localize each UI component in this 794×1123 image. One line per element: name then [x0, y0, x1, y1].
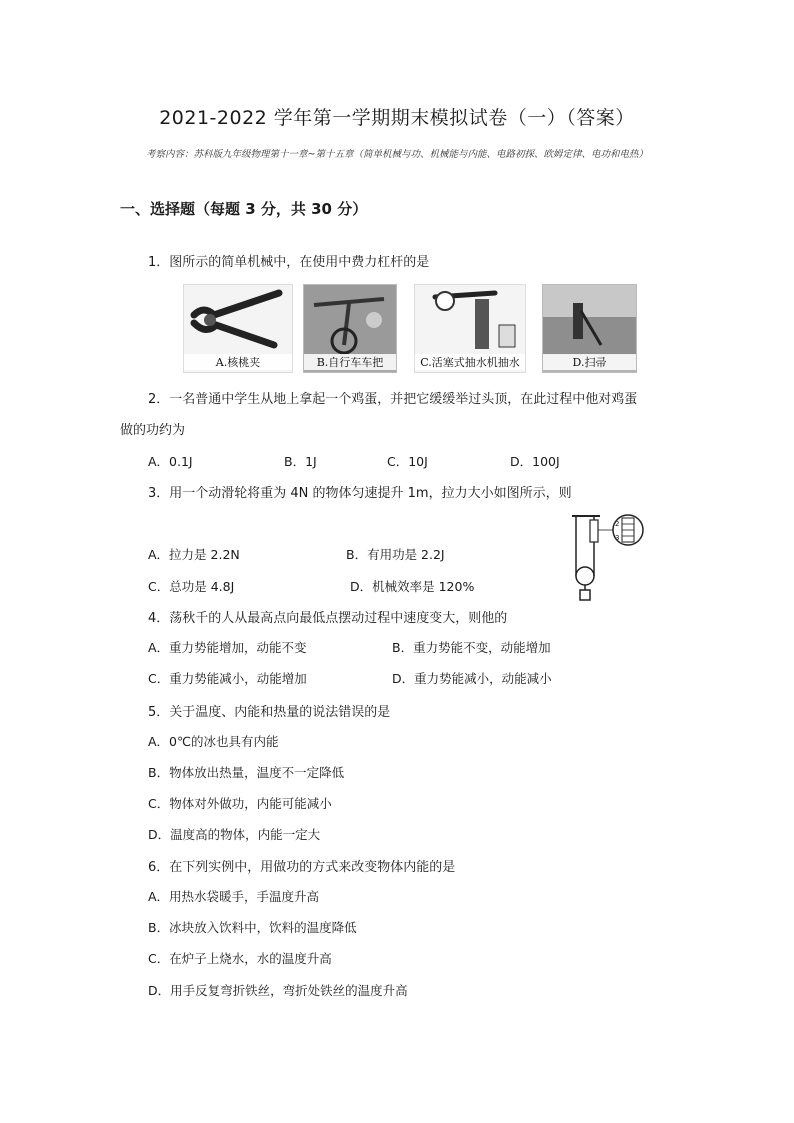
- question-3-option-b: B．有用功是 2.2J: [346, 547, 445, 562]
- question-5-option-b: B．物体放出热量，温度不一定降低: [148, 765, 345, 780]
- question-2-stem-line2: 做的功约为: [120, 423, 186, 438]
- question-6-option-a: A．用热水袋暖手，手温度升高: [148, 889, 320, 904]
- question-4-option-a: A．重力势能增加，动能不变: [148, 640, 307, 655]
- question-3-option-d: D．机械效率是 120%: [350, 579, 475, 594]
- pulley-diagram: [566, 510, 650, 602]
- question-2-stem-line1: 2．一名普通中学生从地上拿起一个鸡蛋，并把它缓缓举过头顶，在此过程中他对鸡蛋: [148, 392, 638, 407]
- figure-caption-b: B.自行车车把: [304, 354, 396, 370]
- question-5-option-a: A．0℃的冰也具有内能: [148, 734, 279, 749]
- question-3-option-c: C．总功是 4.8J: [148, 579, 235, 594]
- question-3-stem: 3．用一个动滑轮将重为 4N 的物体匀速提升 1m，拉力大小如图所示，则: [148, 486, 572, 501]
- question-6-stem: 6．在下列实例中，用做功的方式来改变物体内能的是: [148, 860, 456, 875]
- question-3-option-a: A．拉力是 2.2N: [148, 547, 240, 562]
- question-2-option-b: B．1J: [284, 454, 317, 469]
- figure-bicycle-handlebar: [303, 284, 397, 373]
- question-2-option-c: C．10J: [387, 454, 428, 469]
- question-2-option-a: A．0.1J: [148, 454, 193, 469]
- question-6-option-c: C．在炉子上烧水，水的温度升高: [148, 951, 332, 966]
- figure-caption-d: D.扫帚: [543, 354, 636, 370]
- question-5-stem: 5．关于温度、内能和热量的说法错误的是: [148, 705, 391, 720]
- question-6-option-b: B．冰块放入饮料中，饮料的温度降低: [148, 920, 357, 935]
- question-4-stem: 4．荡秋千的人从最高点向最低点摆动过程中速度变大，则他的: [148, 611, 508, 626]
- walnut-cracker-icon: [184, 285, 292, 355]
- figure-broom: [542, 284, 637, 373]
- broom-icon: [543, 285, 636, 355]
- question-5-option-c: C．物体对外做功，内能可能减小: [148, 796, 332, 811]
- bicycle-handlebar-icon: [304, 285, 396, 355]
- question-1-stem: 1．图所示的简单机械中，在使用中费力杠杆的是: [148, 255, 430, 270]
- question-4-option-b: B．重力势能不变，动能增加: [392, 640, 551, 655]
- question-4-option-c: C．重力势能减小，动能增加: [148, 671, 307, 686]
- figure-caption-c: C.活塞式抽水机抽水: [415, 354, 525, 370]
- question-6-option-d: D．用手反复弯折铁丝，弯折处铁丝的温度升高: [148, 983, 408, 998]
- figure-caption-a: A.核桃夹: [184, 354, 292, 370]
- question-4-option-d: D．重力势能减小，动能减小: [392, 671, 552, 686]
- scale-tick-3: 3: [615, 534, 620, 542]
- page-title: 2021-2022 学年第一学期期末模拟试卷（一）（答案）: [159, 107, 635, 129]
- scale-tick-2: 2: [615, 520, 620, 528]
- section-heading: 一、选择题（每题 3 分，共 30 分）: [120, 200, 368, 218]
- figure-piston-pump: [414, 284, 526, 373]
- exam-scope: 考察内容：苏科版九年级物理第十一章~第十五章（简单机械与功、机械能与内能、电路初探、欧姆定律、电功和电热）: [146, 149, 648, 160]
- piston-pump-icon: [415, 285, 525, 355]
- figure-walnut-cracker: [183, 284, 293, 373]
- question-2-option-d: D．100J: [510, 454, 560, 469]
- question-5-option-d: D．温度高的物体，内能一定大: [148, 827, 321, 842]
